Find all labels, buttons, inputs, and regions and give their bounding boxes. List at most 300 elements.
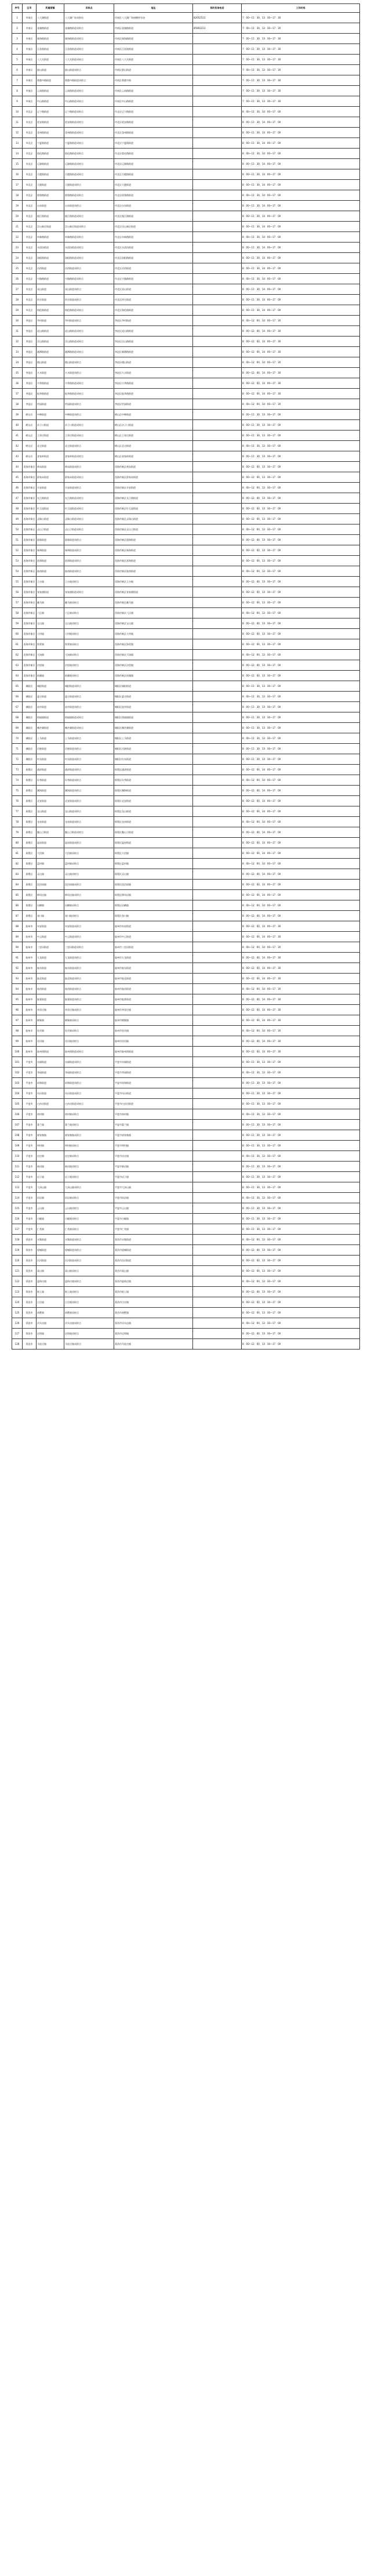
cell-street: 海伦路街道 <box>37 305 64 316</box>
table-row <box>12 117 360 128</box>
cell-street: 海青镇 <box>37 639 64 650</box>
table-row <box>12 754 360 765</box>
cell-hours: 8：00—11：30，13：30—17：00 <box>242 681 360 692</box>
cell-phone <box>193 117 242 128</box>
table-header <box>12 4 360 13</box>
cell-phone <box>193 483 242 493</box>
cell-street: 水清沟街道 <box>37 243 64 253</box>
cell-no: 37 <box>12 389 23 399</box>
cell-district: 西海岸新区 <box>23 660 37 671</box>
table-row <box>12 775 360 786</box>
cell-street: 田横镇 <box>37 900 64 911</box>
cell-phone <box>193 410 242 420</box>
cell-address: 胶州市三里河街道 <box>114 942 193 953</box>
cell-no: 112 <box>12 1172 23 1182</box>
cell-phone <box>193 1057 242 1068</box>
cell-street: 段泊岚镇 <box>37 880 64 890</box>
cell-hours: 8：00—12：00，13：30—17：00 <box>242 472 360 483</box>
cell-street: 金口镇 <box>37 911 64 921</box>
table-row <box>12 86 360 96</box>
cell-address: 即墨区温泉街道 <box>114 838 193 848</box>
cell-hours: 8：00—11：30，13：30—17：00 <box>242 1203 360 1214</box>
cell-phone <box>193 1151 242 1162</box>
cell-hours: 8：00—12：00，14：00—17：30 <box>242 932 360 942</box>
cell-street: 双山街道 <box>37 284 64 295</box>
cell-address: 西海岸新区长江路街道 <box>114 493 193 504</box>
cell-district: 西海岸新区 <box>23 671 37 681</box>
cell-hours: 8：00—12：00，14：00—17：30 <box>242 921 360 932</box>
cell-phone <box>193 316 242 326</box>
cell-no: 97 <box>12 1015 23 1026</box>
cell-district: 城阳区 <box>23 681 37 692</box>
cell-phone <box>193 932 242 942</box>
cell-hours: 8：00—12：00，14：00—17：30 <box>242 337 360 347</box>
cell-hours: 7：00—11：30，13：30—17：30 <box>242 75 360 86</box>
cell-no: 62 <box>12 650 23 660</box>
cell-street: 辛安街道 <box>37 483 64 493</box>
cell-district: 胶州市 <box>23 984 37 994</box>
cell-phone <box>193 1224 242 1235</box>
cell-address: 即墨区田横镇 <box>114 900 193 911</box>
table-row <box>12 190 360 201</box>
cell-address: 莱西市马连庄镇 <box>114 1339 193 1349</box>
cell-district: 莱西市 <box>23 1256 37 1266</box>
cell-street: 灵山卫街道 <box>37 524 64 535</box>
cell-district: 西海岸新区 <box>23 472 37 483</box>
cell-hours: 8：00—11：30，14：00—17：00 <box>242 211 360 222</box>
cell-street: 张家楼街道 <box>37 587 64 598</box>
cell-district: 即墨区 <box>23 838 37 848</box>
cell-no: 120 <box>12 1256 23 1266</box>
cell-no: 20 <box>12 211 23 222</box>
cell-no: 90 <box>12 942 23 953</box>
cell-address: 市北区海伦路街道 <box>114 305 193 316</box>
cell-no: 88 <box>12 921 23 932</box>
cell-hours: 8：00—12：00，13：30—17：00 <box>242 462 360 472</box>
cell-address: 莱西市姜山镇 <box>114 1266 193 1276</box>
table-row <box>12 378 360 389</box>
cell-site: 海青镇采样点 <box>64 639 114 650</box>
cell-hours: 8：00—11：30，14：00—17：00 <box>242 253 360 263</box>
cell-site: 辽宁路街道采样点 <box>64 107 114 117</box>
cell-address: 西海岸新区辛安街道 <box>114 483 193 493</box>
table-row <box>12 786 360 796</box>
cell-phone <box>193 880 242 890</box>
cell-phone <box>193 305 242 316</box>
cell-district: 崂山区 <box>23 451 37 462</box>
cell-phone <box>193 399 242 410</box>
cell-no: 102 <box>12 1068 23 1078</box>
cell-address: 即墨区龙泉街道 <box>114 817 193 827</box>
cell-no: 74 <box>12 775 23 786</box>
cell-hours: 8：00—11：30，13：30—17：00 <box>242 1193 360 1203</box>
cell-no: 122 <box>12 1276 23 1287</box>
table-row <box>12 441 360 451</box>
cell-street: 夏格庄镇 <box>37 1276 64 1287</box>
cell-site: 洋河镇采样点 <box>64 1036 114 1047</box>
cell-phone <box>193 34 242 44</box>
cell-hours: 8：00—11：30，14：00—17：00 <box>242 274 360 284</box>
cell-street: 凤台街道 <box>37 1088 64 1099</box>
cell-hours: 8：00—12：00，13：30—17：00 <box>242 1287 360 1297</box>
cell-hours: 8：00—12：00，13：30—17：00 <box>242 524 360 535</box>
cell-site: 新河镇采样点 <box>64 1162 114 1172</box>
cell-district: 西海岸新区 <box>23 587 37 598</box>
cell-site: 河套街道采样点 <box>64 744 114 754</box>
cell-site: 北安街道采样点 <box>64 796 114 806</box>
table-row <box>12 765 360 775</box>
cell-district: 即墨区 <box>23 848 37 859</box>
cell-address: 西海岸新区大场镇 <box>114 650 193 660</box>
cell-site: 夏格庄镇采样点 <box>64 1276 114 1287</box>
cell-hours: 8：00—12：00，14：00—17：30 <box>242 974 360 984</box>
cell-no: 18 <box>12 190 23 201</box>
cell-phone <box>193 357 242 368</box>
cell-hours: 8：00—11：30，14：00—17：00 <box>242 190 360 201</box>
header-district: 区市 <box>23 4 37 13</box>
cell-site: 辛安街道采样点 <box>64 483 114 493</box>
cell-address: 即墨区龙山街道 <box>114 806 193 817</box>
cell-address: 平度市云山镇 <box>114 1203 193 1214</box>
cell-address: 李沧区浮山路街道 <box>114 337 193 347</box>
cell-street: 胶南街道 <box>37 566 64 577</box>
cell-district: 莱西市 <box>23 1318 37 1329</box>
cell-address: 市北区洛阳路街道 <box>114 253 193 263</box>
cell-street: 辽宁路街道 <box>37 107 64 117</box>
cell-site: 中云街道采样点 <box>64 932 114 942</box>
cell-no: 35 <box>12 368 23 378</box>
cell-street: 云南路街道 <box>37 86 64 96</box>
cell-district: 即墨区 <box>23 911 37 921</box>
cell-district: 胶州市 <box>23 1026 37 1036</box>
table-row <box>12 942 360 953</box>
cell-no: 28 <box>12 295 23 305</box>
cell-street: 即墨路街道 <box>37 190 64 201</box>
cell-address: 即墨区潮海街道 <box>114 786 193 796</box>
table-row <box>12 107 360 117</box>
table-row <box>12 723 360 733</box>
cell-district: 市南区 <box>23 55 37 65</box>
cell-no: 31 <box>12 326 23 337</box>
cell-district: 市北区 <box>23 295 37 305</box>
cell-phone <box>193 650 242 660</box>
cell-phone <box>193 441 242 451</box>
cell-address: 即墨区灵山镇 <box>114 869 193 880</box>
cell-phone <box>193 963 242 974</box>
cell-district: 市北区 <box>23 305 37 316</box>
cell-no: 107 <box>12 1120 23 1130</box>
table-row <box>12 1162 360 1172</box>
cell-phone <box>193 1339 242 1349</box>
cell-address: 胶州市洋河镇 <box>114 1036 193 1047</box>
cell-district: 即墨区 <box>23 796 37 806</box>
cell-address: 市南区中山路街道 <box>114 96 193 107</box>
cell-no: 4 <box>12 44 23 55</box>
cell-street: 八大关街道 <box>37 55 64 65</box>
cell-street: 敦化路街道 <box>37 149 64 159</box>
cell-hours: 8：00—11：30，13：30—17：00 <box>242 441 360 451</box>
table-row <box>12 75 360 86</box>
table-row <box>12 284 360 295</box>
cell-hours: 8：00—11：30，14：00—17：00 <box>242 305 360 316</box>
cell-no: 123 <box>12 1287 23 1297</box>
cell-no: 81 <box>12 848 23 859</box>
cell-site: 王台镇采样点 <box>64 577 114 587</box>
table-row <box>12 1172 360 1182</box>
cell-street: 铺集镇 <box>37 1015 64 1026</box>
cell-street: 珠海街道 <box>37 545 64 556</box>
cell-site: 金口镇采样点 <box>64 911 114 921</box>
table-row <box>12 368 360 378</box>
cell-phone <box>193 55 242 65</box>
header-address: 地址 <box>114 4 193 13</box>
cell-site: 铺集镇采样点 <box>64 1015 114 1026</box>
cell-no: 48 <box>12 504 23 514</box>
cell-district: 平度市 <box>23 1224 37 1235</box>
table-row <box>12 921 360 932</box>
table-row <box>12 1297 360 1308</box>
cell-phone <box>193 890 242 900</box>
cell-no: 70 <box>12 733 23 744</box>
cell-no: 47 <box>12 493 23 504</box>
cell-address: 市南区云南路街道 <box>114 86 193 96</box>
cell-district: 即墨区 <box>23 786 37 796</box>
cell-site: 水集街道采样点 <box>64 1235 114 1245</box>
table-row <box>12 462 360 472</box>
cell-no: 39 <box>12 410 23 420</box>
cell-phone <box>193 806 242 817</box>
cell-district: 城阳区 <box>23 733 37 744</box>
table-row <box>12 1256 360 1266</box>
cell-phone <box>193 1088 242 1099</box>
table-row <box>12 420 360 430</box>
cell-district: 西海岸新区 <box>23 556 37 566</box>
cell-hours: 8：00—11：30，13：30—17：00 <box>242 702 360 712</box>
cell-street: 振华路街道 <box>37 389 64 399</box>
cell-no: 17 <box>12 180 23 190</box>
table-row <box>12 744 360 754</box>
cell-no: 85 <box>12 890 23 900</box>
cell-phone <box>193 1318 242 1329</box>
cell-phone <box>193 159 242 169</box>
cell-street: 潮海街道 <box>37 786 64 796</box>
table-row <box>12 316 360 326</box>
table-row <box>12 65 360 75</box>
cell-district: 即墨区 <box>23 775 37 786</box>
cell-street: 红岛街道 <box>37 754 64 765</box>
cell-hours: 8：00—11：30，13：30—17：00 <box>242 1057 360 1068</box>
cell-phone <box>193 545 242 556</box>
cell-site: 薛家岛街道采样点 <box>64 472 114 483</box>
cell-hours: 8：00—12：00，14：00—17：00 <box>242 796 360 806</box>
cell-phone <box>193 900 242 911</box>
cell-street: 南墅镇 <box>37 1308 64 1318</box>
cell-hours: 8：00—12：00，13：30—17：00 <box>242 639 360 650</box>
cell-district: 市南区 <box>23 34 37 44</box>
table-row <box>12 974 360 984</box>
cell-district: 市北区 <box>23 253 37 263</box>
cell-address: 城阳区流亭街道 <box>114 702 193 712</box>
cell-phone <box>193 911 242 921</box>
cell-district: 西海岸新区 <box>23 650 37 660</box>
cell-phone <box>193 639 242 650</box>
cell-address: 城阳区惜福镇街道 <box>114 712 193 723</box>
cell-site: 合肥路街道采样点 <box>64 169 114 180</box>
cell-site: 珠海街道采样点 <box>64 545 114 556</box>
header-hours: 工作时间 <box>242 4 360 13</box>
cell-district: 西海岸新区 <box>23 514 37 524</box>
cell-street: 中山路街道 <box>37 96 64 107</box>
cell-no: 6 <box>12 65 23 75</box>
cell-site: 南墅镇采样点 <box>64 1308 114 1318</box>
cell-street: 古岘镇 <box>37 1214 64 1224</box>
table-row <box>12 1339 360 1349</box>
cell-district: 平度市 <box>23 1078 37 1088</box>
cell-no: 111 <box>12 1162 23 1172</box>
table-row <box>12 1276 360 1287</box>
cell-phone <box>193 869 242 880</box>
table-row <box>12 243 360 253</box>
cell-address: 即墨区通济街道 <box>114 765 193 775</box>
cell-address: 城阳区夏庄街道 <box>114 692 193 702</box>
cell-address: 平度市南村镇 <box>114 1109 193 1120</box>
cell-site: 大信镇采样点 <box>64 848 114 859</box>
cell-no: 95 <box>12 994 23 1005</box>
table-row <box>12 430 360 441</box>
cell-street: 胶莱街道 <box>37 994 64 1005</box>
cell-no: 115 <box>12 1203 23 1214</box>
table-row <box>12 796 360 806</box>
cell-phone <box>193 671 242 681</box>
cell-street: 胶北街道 <box>37 974 64 984</box>
cell-street: 里岔镇 <box>37 1026 64 1036</box>
table-row <box>12 1005 360 1015</box>
cell-street: 台东街道 <box>37 201 64 211</box>
cell-street: 望城街道 <box>37 1245 64 1256</box>
cell-hours: 8：00—12：00，14：00—17：30 <box>242 389 360 399</box>
cell-site: 望城街道采样点 <box>64 1245 114 1256</box>
header-no: 序号 <box>12 4 23 13</box>
cell-no: 60 <box>12 629 23 639</box>
cell-hours: 8：00—12：00，14：00—17：00 <box>242 806 360 817</box>
cell-no: 94 <box>12 984 23 994</box>
cell-hours: 8：00—12：00，13：30—17：00 <box>242 1245 360 1256</box>
cell-street: 辽源路街道 <box>37 159 64 169</box>
cell-address: 即墨区蓝村镇 <box>114 859 193 869</box>
cell-no: 38 <box>12 399 23 410</box>
cell-district: 莱西市 <box>23 1308 37 1318</box>
cell-district: 城阳区 <box>23 692 37 702</box>
cell-no: 53 <box>12 556 23 566</box>
cell-street: 河西街道 <box>37 263 64 274</box>
cell-phone <box>193 253 242 263</box>
cell-site: 水清沟街道采样点 <box>64 243 114 253</box>
table-row <box>12 566 360 577</box>
cell-hours: 8：00—12：00，14：00—17：30 <box>242 1005 360 1015</box>
cell-hours: 8：00—11：30，13：30—17：00 <box>242 1109 360 1120</box>
cell-no: 128 <box>12 1339 23 1349</box>
cell-address: 莱西市院上镇 <box>114 1287 193 1297</box>
cell-street: 大场镇 <box>37 650 64 660</box>
cell-no: 1 <box>12 13 23 23</box>
cell-address: 西海岸新区宝山镇 <box>114 618 193 629</box>
cell-site: 灵山镇采样点 <box>64 869 114 880</box>
cell-street: 北宅街道 <box>37 441 64 451</box>
cell-site: 张家楼街道采样点 <box>64 587 114 598</box>
cell-no: 2 <box>12 23 23 34</box>
cell-hours: 8：00—12：00，13：30—17：00 <box>242 650 360 660</box>
cell-site: 胶东街道采样点 <box>64 963 114 974</box>
cell-site: 八大湖广场采样站 <box>64 13 114 23</box>
cell-site: 九龙街道采样点 <box>64 953 114 963</box>
cell-hours: 8：00—12：00，14：00—17：00 <box>242 827 360 838</box>
cell-phone <box>193 44 242 55</box>
cell-address: 西海岸新区琅琊镇 <box>114 671 193 681</box>
table-row <box>12 483 360 493</box>
cell-address: 西海岸新区珠海街道 <box>114 545 193 556</box>
cell-street: 温泉街道 <box>37 838 64 848</box>
cell-site: 沙子口街道采样点 <box>64 420 114 430</box>
cell-hours: 8：00—12：00，14：00—17：30 <box>242 399 360 410</box>
table-row <box>12 817 360 827</box>
cell-address: 市北区镇江路街道 <box>114 211 193 222</box>
cell-site: 湘潭路街道采样点 <box>64 347 114 357</box>
cell-phone <box>193 838 242 848</box>
cell-phone <box>193 577 242 587</box>
table-row <box>12 963 360 974</box>
cell-phone <box>193 389 242 399</box>
cell-hours: 8：00—12：00，14：00—17：00 <box>242 765 360 775</box>
cell-phone <box>193 1099 242 1109</box>
cell-no: 56 <box>12 587 23 598</box>
cell-phone <box>193 493 242 504</box>
cell-no: 30 <box>12 316 23 326</box>
cell-address: 胶州市胶西街道 <box>114 984 193 994</box>
cell-phone <box>193 1245 242 1256</box>
table-row <box>12 23 360 34</box>
table-row <box>12 660 360 671</box>
cell-street: 大村镇 <box>37 629 64 639</box>
cell-no: 10 <box>12 107 23 117</box>
cell-site: 中韩街道采样点 <box>64 410 114 420</box>
cell-hours: 8：00—12：00，13：30—17：00 <box>242 577 360 587</box>
cell-district: 平度市 <box>23 1099 37 1109</box>
cell-district: 西海岸新区 <box>23 535 37 545</box>
table-row <box>12 880 360 890</box>
cell-address: 市北区台东街道 <box>114 201 193 211</box>
cell-phone <box>193 1329 242 1339</box>
cell-district: 平度市 <box>23 1068 37 1078</box>
cell-street: 楼山街道 <box>37 357 64 368</box>
cell-district: 李沧区 <box>23 399 37 410</box>
cell-hours: 8：00—11：30，14：00—17：00 <box>242 263 360 274</box>
cell-site: 即墨路街道采样点 <box>64 190 114 201</box>
cell-address: 平度市蓼兰镇 <box>114 1120 193 1130</box>
cell-phone <box>193 1036 242 1047</box>
cell-district: 李沧区 <box>23 347 37 357</box>
cell-address: 胶州市阜安街道 <box>114 921 193 932</box>
cell-no: 105 <box>12 1099 23 1109</box>
cell-site: 夏庄街道采样点 <box>64 692 114 702</box>
cell-street: 王哥庄街道 <box>37 430 64 441</box>
cell-hours: 8：00—12：00，13：30—17：00 <box>242 535 360 545</box>
cell-phone <box>193 96 242 107</box>
table-row <box>12 1036 360 1047</box>
cell-site: 移风店镇采样点 <box>64 890 114 900</box>
table-row <box>12 1120 360 1130</box>
cell-phone <box>193 1078 242 1088</box>
cell-address: 崂山区金家岭街道 <box>114 451 193 462</box>
